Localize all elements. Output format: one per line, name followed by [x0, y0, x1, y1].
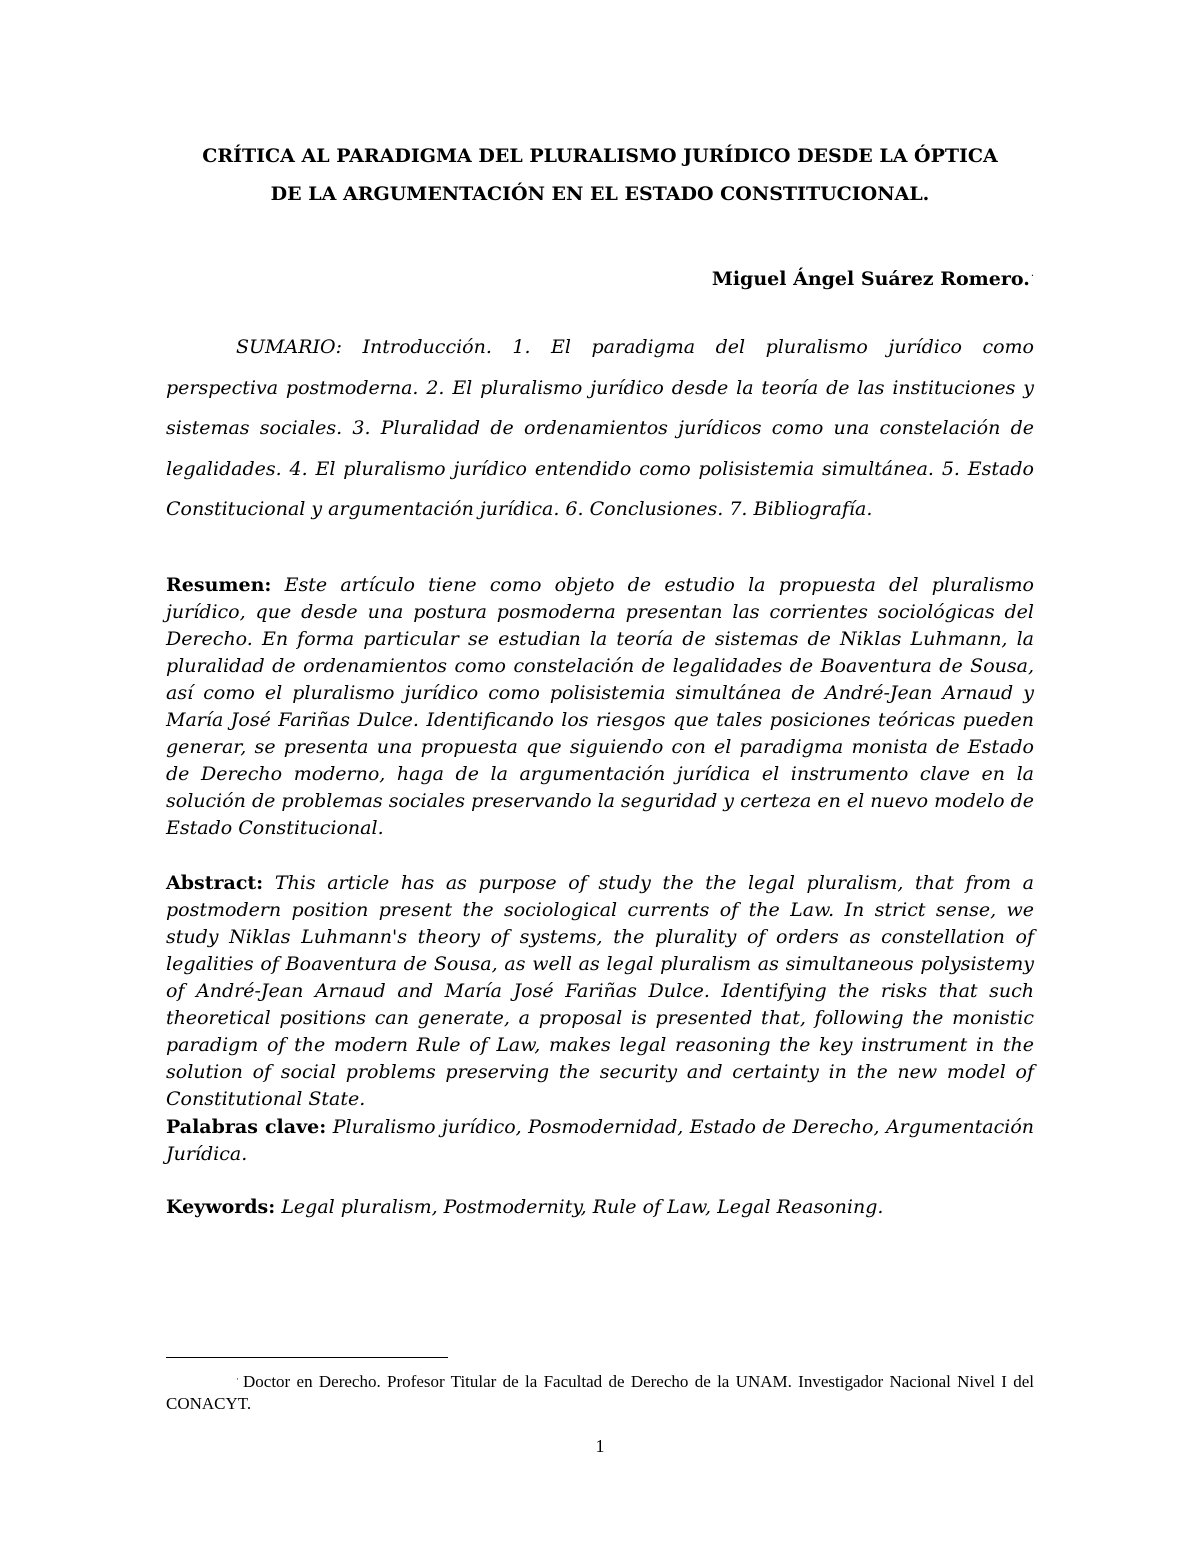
- footnote-separator: [166, 1357, 448, 1358]
- keywords-paragraph: [166, 1194, 1034, 1221]
- resumen-label: Resumen:: [166, 574, 272, 596]
- keywords-text: Legal pluralism, Postmodernity, Rule of Law, Legal Reasoning.: [281, 1196, 884, 1218]
- footnote-mark: ·: [236, 1374, 239, 1384]
- resumen-paragraph: [166, 572, 1034, 842]
- palabras-clave-text: Pluralismo jurídico, Posmodernidad, Estado de Derecho, Argumentación Jurídica.: [166, 1116, 1035, 1165]
- summary-paragraph: SUMARIO: Introducción. 1. El paradigma del pluralismo jurídico como perspectiva postmoderna. 2. El pluralismo jurídico desde la teoría de las instituciones y sistemas sociales. 3. Pluralidad de ordenamientos jurídicos como una constelación de legalidades. 4. El pluralismo jurídico entendido como polisistemia simultánea. 5. Estado Constitucional y argumentación jurídica. 6. Conclusiones. 7. Bibliografía.: [166, 336, 1034, 520]
- author-footnote-mark[interactable]: ·: [1030, 271, 1034, 282]
- title-line-2: DE LA ARGUMENTACIÓN EN EL ESTADO CONSTITUCIONAL.: [270, 183, 930, 205]
- footnote: [166, 1368, 1034, 1415]
- palabras-clave-paragraph: [166, 1114, 1034, 1168]
- footnote-text: Doctor en Derecho. Profesor Titular de la Facultad de Derecho de la UNAM. Investigador Nacional Nivel I del CONACYT.: [166, 1372, 1034, 1413]
- resumen-text: Este artículo tiene como objeto de estudio la propuesta del pluralismo jurídico, que desde una postura posmoderna presentan las corrientes sociológicas del Derecho. En forma particular se estudian la teoría de sistemas de Niklas Luhmann, la pluralidad de ordenamientos como constelación de legalidades de Boaventura de Sousa, así como el pluralismo jurídico como polisistemia simultánea de André-Jean Arnaud y María José Fariñas Dulce. Identificando los riesgos que tales posiciones teóricas pueden generar, se presenta una propuesta que siguiendo con el paradigma monista de Estado de Derecho moderno, haga de la argumentación jurídica el instrumento clave en la solución de problemas sociales preservando la seguridad y certeza en el nuevo modelo de Estado Constitucional.: [166, 574, 1034, 839]
- abstract-paragraph: [166, 870, 1034, 1113]
- keywords-label: Keywords:: [166, 1196, 276, 1218]
- page-number: 1: [595, 1436, 605, 1456]
- abstract-label: Abstract:: [166, 872, 264, 894]
- document-title: [140, 137, 1060, 213]
- author-name: [712, 262, 1034, 294]
- title-line-1: CRÍTICA AL PARADIGMA DEL PLURALISMO JURÍDICO DESDE LA ÓPTICA: [202, 145, 998, 167]
- author-text: Miguel Ángel Suárez Romero.: [711, 268, 1030, 290]
- abstract-text: This article has as purpose of study the the legal pluralism, that from a postmodern position present the sociological currents of the Law. In strict sense, we study Niklas Luhmann's theory of systems, the plurality of orders as constellation of legalities of Boaventura de Sousa, as well as legal pluralism as simultaneous polysistemy of André-Jean Arnaud and María José Fariñas Dulce. Identifying the risks that such theoretical positions can generate, a proposal is presented that, following the monistic paradigm of the modern Rule of Law, makes legal reasoning the key instrument in the solution of social problems preserving the security and certainty in the new model of Constitutional State.: [166, 872, 1034, 1110]
- palabras-clave-label: Palabras clave:: [166, 1116, 327, 1138]
